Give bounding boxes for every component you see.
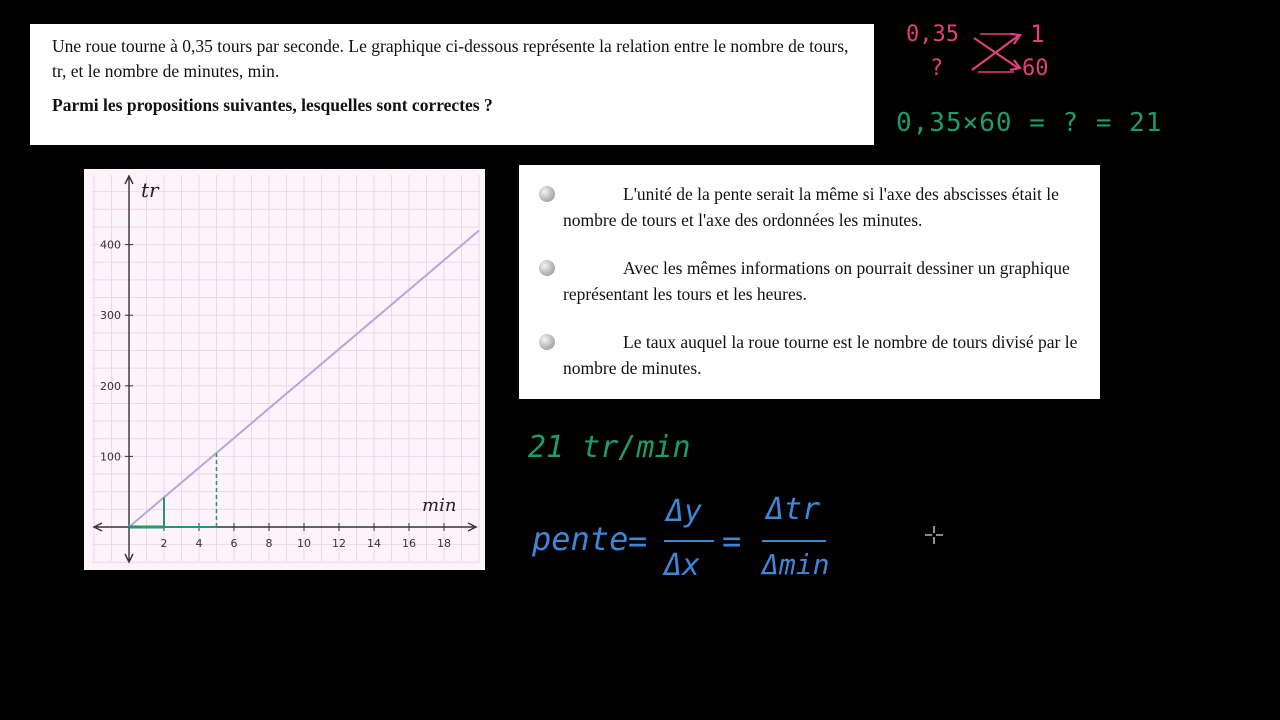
blue-equals-2: = [722,522,742,560]
x-tick-label: 14 [367,537,381,550]
option-text: Avec les mêmes informations on pourrait dessiner un graphique représentant les tours et les heures. [563,258,1070,304]
pink-question-mark: ? [930,56,944,81]
y-tick-label: 300 [100,309,121,323]
radio-button-icon[interactable] [539,260,555,276]
green-rate: 21 tr/min [528,430,691,465]
x-tick-label: 4 [195,537,203,550]
radio-button-icon[interactable] [539,334,555,350]
y-axis-label: tr [141,178,159,202]
blue-delta-tr: Δtr [766,492,821,527]
x-tick-label: 6 [230,537,238,550]
y-tick-label: 100 [100,450,121,464]
option-1[interactable] [537,181,1082,233]
pink-value-035: 0,35 [906,22,959,47]
green-equation: 0,35×60 = ? = 21 [896,108,1163,138]
graph-panel [84,169,485,570]
option-3[interactable] [537,329,1082,381]
line-chart [84,169,485,570]
pink-value-60: 60 [1022,56,1049,81]
y-tick-label: 200 [100,379,121,393]
cross-multiply-arrows-icon [966,26,1026,80]
options-panel [519,165,1100,399]
blue-delta-y: Δy [666,494,703,529]
x-tick-label: 16 [402,537,416,550]
blue-delta-min: Δmin [762,548,830,581]
option-text: Le taux auquel la roue tourne est le nombre de tours divisé par le nombre de minutes. [563,332,1078,378]
x-tick-label: 8 [265,537,273,550]
x-tick-label: 18 [437,537,451,550]
option-2[interactable] [537,255,1082,307]
question-panel [30,24,874,145]
blue-delta-x: Δx [664,548,701,583]
option-text: L'unité de la pente serait la même si l'axe des abscisses était le nombre de tours et l'axe des ordonnées les minutes. [563,184,1059,230]
blue-fraction-bar [762,540,826,542]
blue-fraction-bar [664,540,714,542]
blue-equals-1: = [628,522,648,560]
pink-value-1: 1 [1030,20,1045,48]
x-tick-label: 10 [297,537,311,550]
radio-button-icon[interactable] [539,186,555,202]
x-tick-label: 12 [332,537,346,550]
y-tick-label: 400 [100,238,121,252]
question-text: Une roue tourne à 0,35 tours par seconde. Le graphique ci-dessous représente la relation entre le nombre de tours, tr, et le nombre de minutes, min. [52,36,849,81]
question-prompt: Parmi les propositions suivantes, lesquelles sont correctes ? [52,95,493,115]
x-tick-label: 2 [160,537,168,550]
blue-word-pente: pente [532,520,629,558]
crosshair-cursor-icon [924,525,944,545]
x-axis-label: min [422,495,457,516]
